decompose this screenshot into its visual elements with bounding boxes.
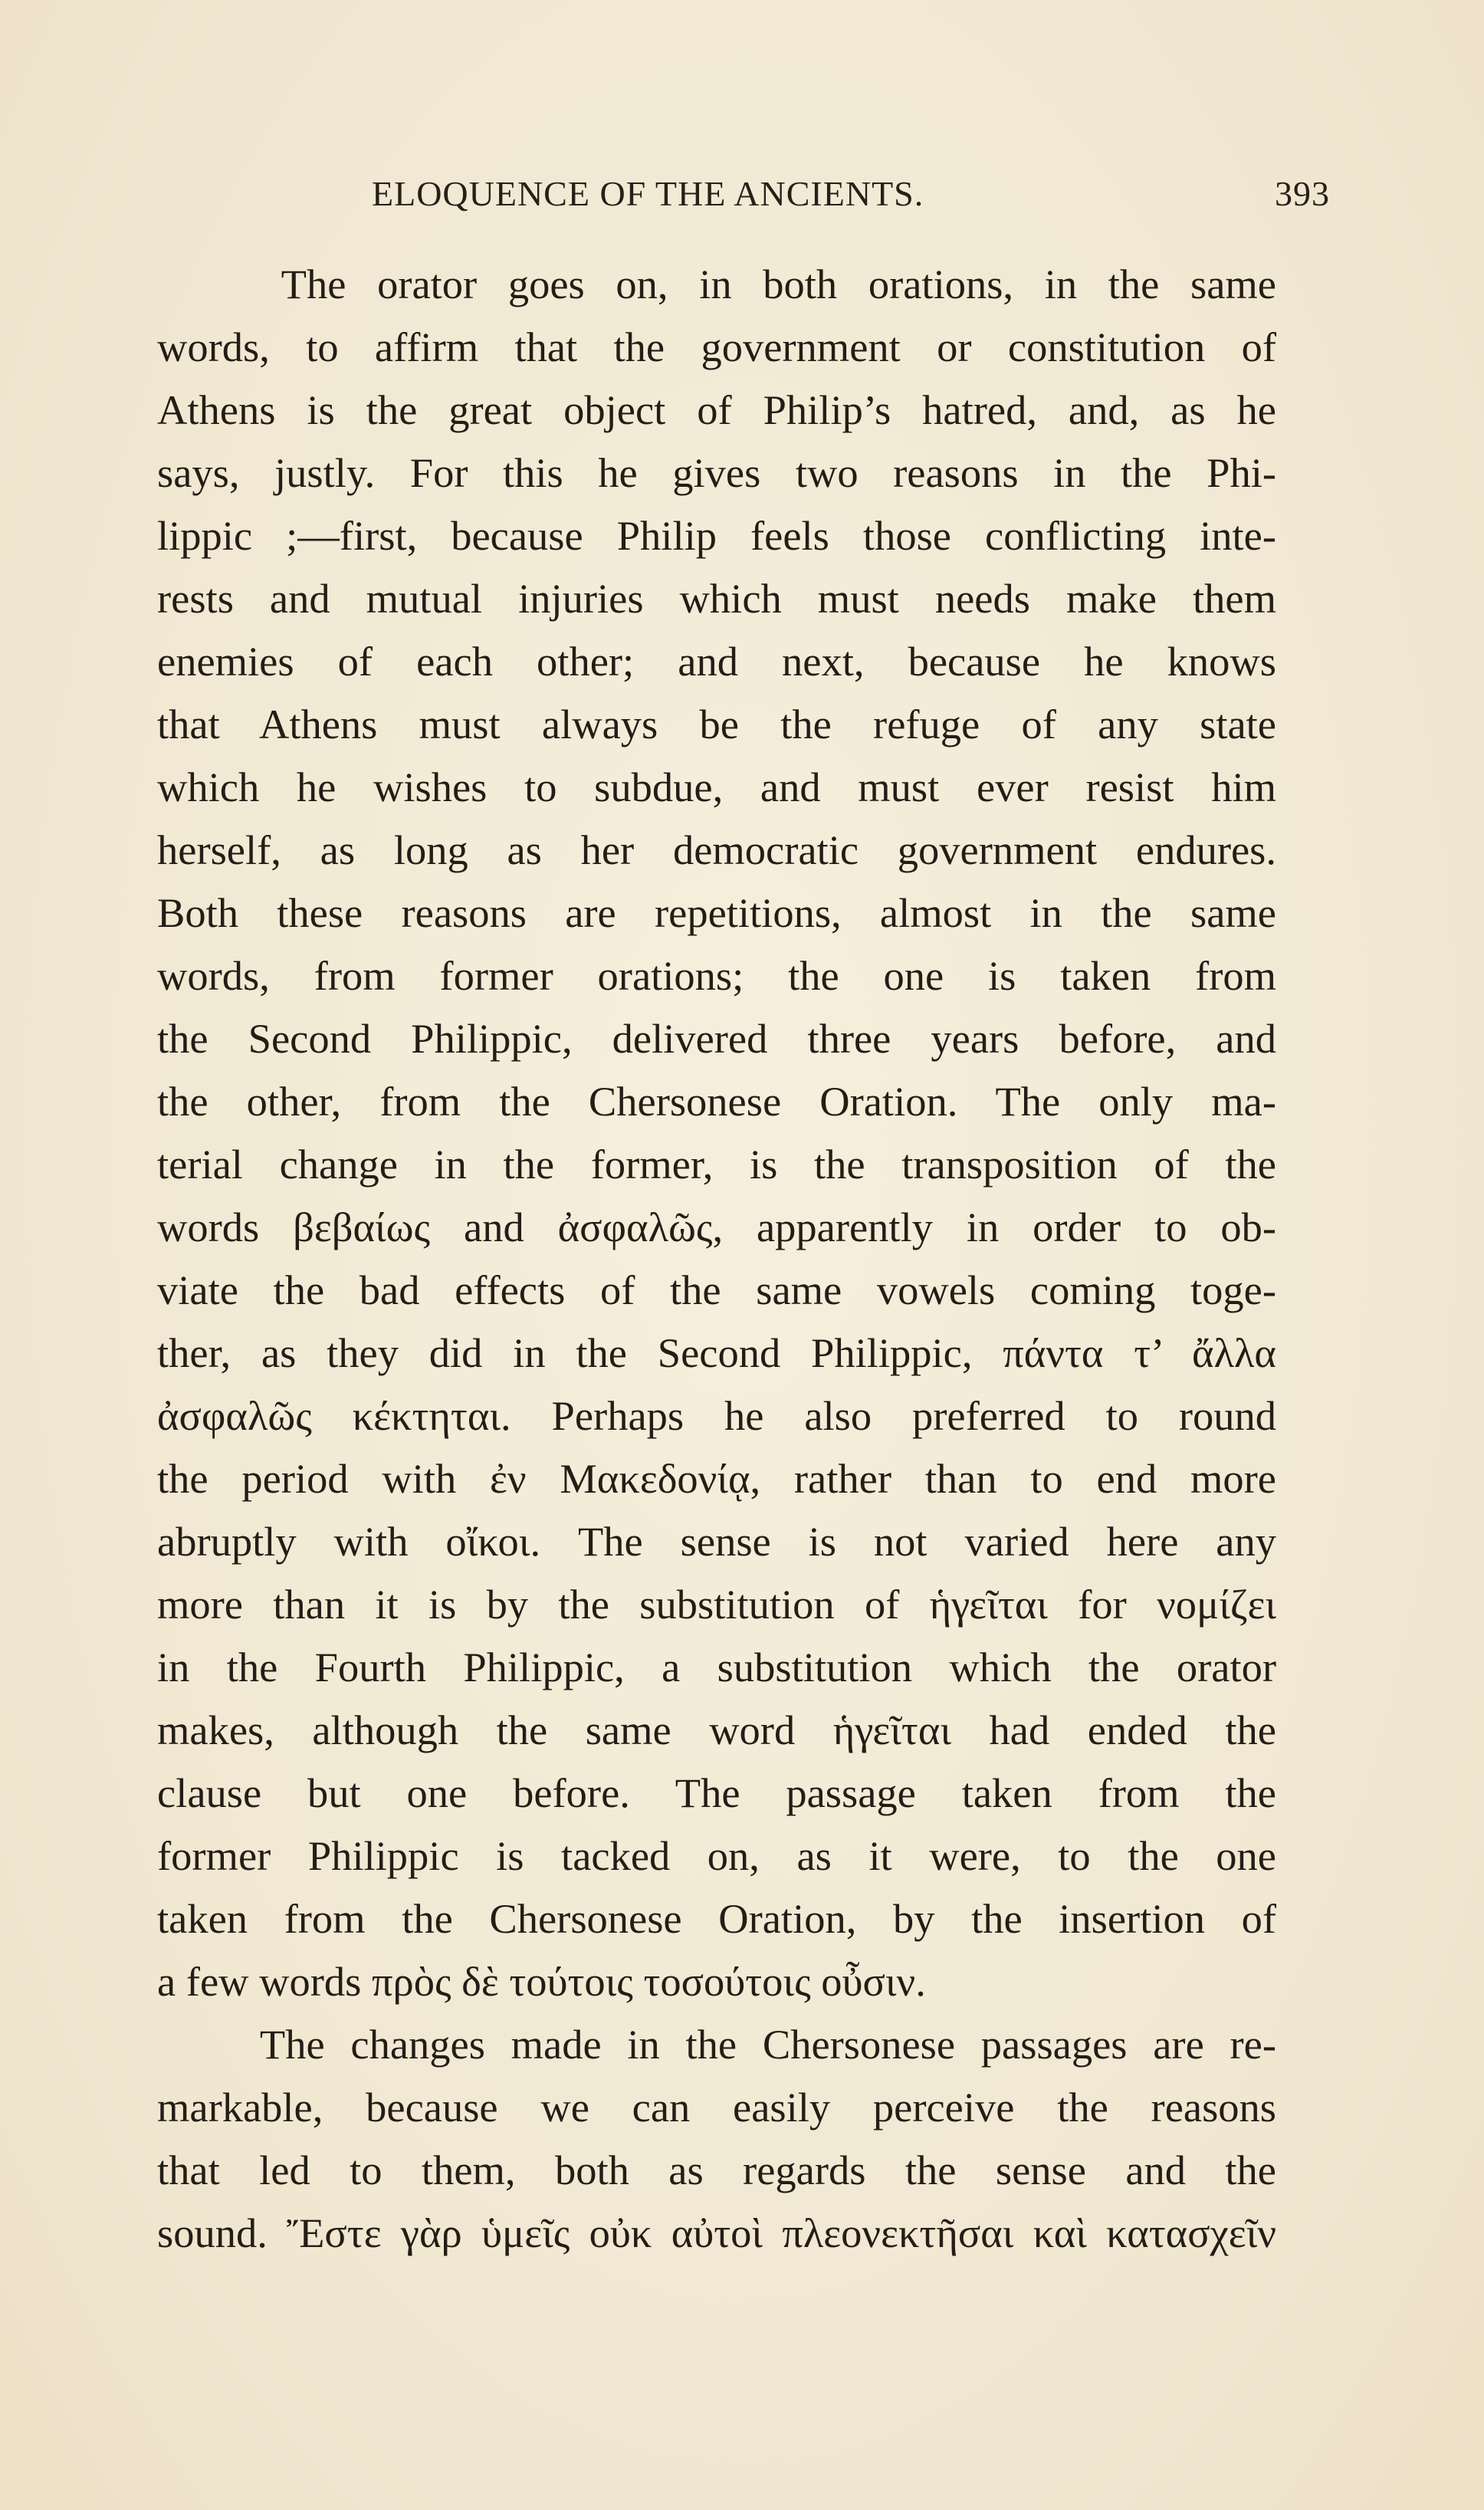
text-line: says, justly. For this he gives two reasons in the Phi-: [157, 449, 1276, 496]
text-line: lippic ;—first, because Philip feels those conflicting inte-: [157, 512, 1276, 559]
paragraph-1: [157, 253, 1276, 2013]
text-line: that Athens must always be the refuge of any state: [157, 701, 1276, 747]
running-title: ELOQUENCE OF THE ANCIENTS.: [372, 174, 924, 213]
text-line: Both these reasons are repetitions, almost in the same: [157, 889, 1276, 936]
text-line: the period with ἐν Μακεδονίᾳ, rather than to end more: [157, 1455, 1276, 1502]
page-header: [157, 173, 1330, 227]
text-line: the other, from the Chersonese Oration. The only ma-: [157, 1078, 1276, 1125]
text-line: sound. Ἔστε γὰρ ὑμεῖς οὐκ αὐτοὶ πλεονεκτῆσαι καὶ κατασχεῖν: [157, 2209, 1276, 2256]
text-line: clause but one before. The passage taken from the: [157, 1769, 1276, 1816]
text-line: makes, although the same word ἡγεῖται had ended the: [157, 1707, 1276, 1753]
text-line: abruptly with οἴκοι. The sense is not varied here any: [157, 1518, 1276, 1565]
text-line: ther, as they did in the Second Philippic, πάντα τ’ ἄλλα: [157, 1329, 1276, 1376]
body-text: [157, 253, 1276, 2265]
text-line: words, from former orations; the one is taken from: [157, 952, 1276, 999]
text-line: The changes made in the Chersonese passages are re-: [157, 2021, 1276, 2068]
text-line: words βεβαίως and ἀσφαλῶς, apparently in order to ob-: [157, 1204, 1276, 1250]
text-line: more than it is by the substitution of ἡγεῖται for νομίζει: [157, 1581, 1276, 1628]
text-line: a few words πρὸς δὲ τούτοις τοσούτοις οὖσιν.: [157, 1958, 926, 2005]
text-line: in the Fourth Philippic, a substitution which the orator: [157, 1644, 1276, 1690]
text-line: the Second Philippic, delivered three years before, and: [157, 1015, 1276, 1062]
text-line: terial change in the former, is the transposition of the: [157, 1141, 1276, 1188]
text-line: words, to affirm that the government or constitution of: [157, 324, 1276, 370]
text-line: that led to them, both as regards the sense and the: [157, 2147, 1276, 2193]
text-line: markable, because we can easily perceive the reasons: [157, 2084, 1276, 2131]
text-line: ἀσφαλῶς κέκτηται. Perhaps he also preferred to round: [157, 1392, 1276, 1439]
text-line: former Philippic is tacked on, as it were, to the one: [157, 1832, 1276, 1879]
text-line: The orator goes on, in both orations, in the same: [157, 261, 1276, 307]
text-line: taken from the Chersonese Oration, by the insertion of: [157, 1895, 1276, 1942]
text-line: which he wishes to subdue, and must ever resist him: [157, 764, 1276, 810]
text-line: viate the bad effects of the same vowels coming toge-: [157, 1266, 1276, 1313]
page-number: 393: [1275, 174, 1330, 213]
text-line: herself, as long as her democratic government endures.: [157, 826, 1276, 873]
paragraph-2: [157, 2013, 1276, 2265]
text-line: enemies of each other; and next, because he knows: [157, 638, 1276, 685]
text-line: rests and mutual injuries which must needs make them: [157, 575, 1276, 622]
text-line: Athens is the great object of Philip’s hatred, and, as he: [157, 386, 1276, 433]
